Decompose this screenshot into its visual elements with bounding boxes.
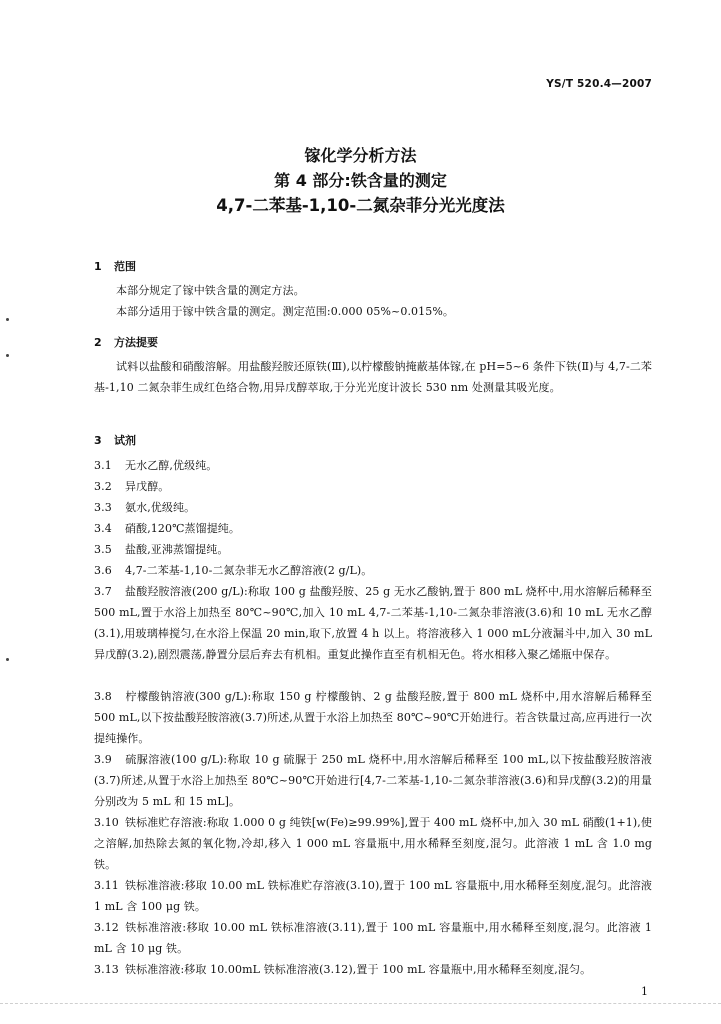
section-number: 1 (94, 260, 102, 273)
reagent-item: 3.3 氨水,优级纯。 (94, 501, 196, 514)
reagent-item: 3.8 柠檬酸钠溶液(300 g/L):称取 150 g 柠檬酸钠、2 g 盐酸羟胺,置于 800 mL 烧杯中,用水溶解后稀释至 500 mL,以下按盐酸羟胺溶液(3.7)所述,从置于水浴上加热至 80℃~90℃开始进行。若含铁量过高,应再进行一次提纯操作。 (94, 690, 652, 745)
reagent-item: 3.13 铁标准溶液:移取 10.00mL 铁标准溶液(3.12),置于 100 mL 容量瓶中,用水稀释至刻度,混匀。 (94, 963, 592, 976)
scan-speck (6, 318, 9, 321)
page-number: 1 (641, 985, 648, 998)
section-heading-scope (94, 258, 136, 274)
reagent-item: 3.10 铁标准贮存溶液:称取 1.000 0 g 纯铁[w(Fe)≥99.99%],置于 400 mL 烧杯中,加入 30 mL 硝酸(1+1),使之溶解,加热除去氮的氧化物,冷却,移入 1 000 mL 容量瓶中,用水稀释至刻度,混匀。此溶液 1 mL 含 1.0 mg 铁。 (94, 816, 652, 871)
scan-edge-divider (0, 1003, 721, 1004)
section-title: 试剂 (114, 434, 136, 447)
reagent-item: 3.6 4,7-二苯基-1,10-二氮杂菲无水乙醇溶液(2 g/L)。 (94, 564, 373, 577)
paragraph: 本部分规定了镓中铁含量的测定方法。 (116, 284, 305, 297)
reagent-item: 3.12 铁标准溶液:移取 10.00 mL 铁标准溶液(3.11),置于 100 mL 容量瓶中,用水稀释至刻度,混匀。此溶液 1 mL 含 10 μg 铁。 (94, 921, 652, 955)
paragraph: 本部分适用于镓中铁含量的测定。测定范围:0.000 05%~0.015%。 (116, 305, 455, 318)
section-number: 3 (94, 434, 102, 447)
document-part-title: 第 4 部分:铁含量的测定 (274, 171, 447, 190)
document-title: 镓化学分析方法 (304, 146, 417, 165)
document-method-title: 4,7-二苯基-1,10-二氮杂菲分光光度法 (216, 196, 505, 215)
reagent-item: 3.4 硝酸,120℃蒸馏提纯。 (94, 522, 240, 535)
section-title: 范围 (114, 260, 136, 273)
reagent-item: 3.9 硫脲溶液(100 g/L):称取 10 g 硫脲于 250 mL 烧杯中,用水溶解后稀释至 100 mL,以下按盐酸羟胺溶液(3.7)所述,从置于水浴上加热至 80℃~90℃开始进行[4,7-二苯基-1,10-二氮杂菲溶液(3.6)和异戊醇(3.2)的用量分别改为 5 mL 和 15 mL]。 (94, 753, 652, 808)
reagent-item: 3.7 盐酸羟胺溶液(200 g/L):称取 100 g 盐酸羟胺、25 g 无水乙酸钠,置于 800 mL 烧杯中,用水溶解后稀释至 500 mL,置于水浴上加热至 80℃~90℃,加入 10 mL 4,7-二苯基-1,10-二氮杂菲溶液(3.6)和 10 mL 无水乙醇(3.1),用玻璃棒搅匀,在水浴上保温 20 min,取下,放置 4 h 以上。将溶液移入 1 000 mL分液漏斗中,加入 30 mL 异戊醇(3.2),剧烈震荡,静置分层后弃去有机相。重复此操作直至有机相无色。将水相移入聚乙烯瓶中保存。 (94, 585, 652, 661)
reagent-item: 3.11 铁标准溶液:移取 10.00 mL 铁标准贮存溶液(3.10),置于 100 mL 容量瓶中,用水稀释至刻度,混匀。此溶液 1 mL 含 100 μg 铁。 (94, 879, 652, 913)
scan-speck (6, 354, 9, 357)
scan-speck (6, 658, 9, 661)
section-number: 2 (94, 336, 102, 349)
standard-code: YS/T 520.4—2007 (546, 78, 652, 90)
section-heading-reagents (94, 432, 136, 448)
paragraph: 试料以盐酸和硝酸溶解。用盐酸羟胺还原铁(Ⅲ),以柠檬酸钠掩蔽基体镓,在 pH=5~6 条件下铁(Ⅱ)与 4,7-二苯基-1,10 二氮杂菲生成红色络合物,用异戊醇萃取,于分光光度计波长 530 nm 处测量其吸光度。 (94, 360, 652, 394)
section-heading-principle (94, 334, 158, 350)
section-title: 方法提要 (114, 336, 158, 349)
reagent-item: 3.2 异戊醇。 (94, 480, 170, 493)
reagent-item: 3.1 无水乙醇,优级纯。 (94, 459, 218, 472)
reagent-item: 3.5 盐酸,亚沸蒸馏提纯。 (94, 543, 229, 556)
